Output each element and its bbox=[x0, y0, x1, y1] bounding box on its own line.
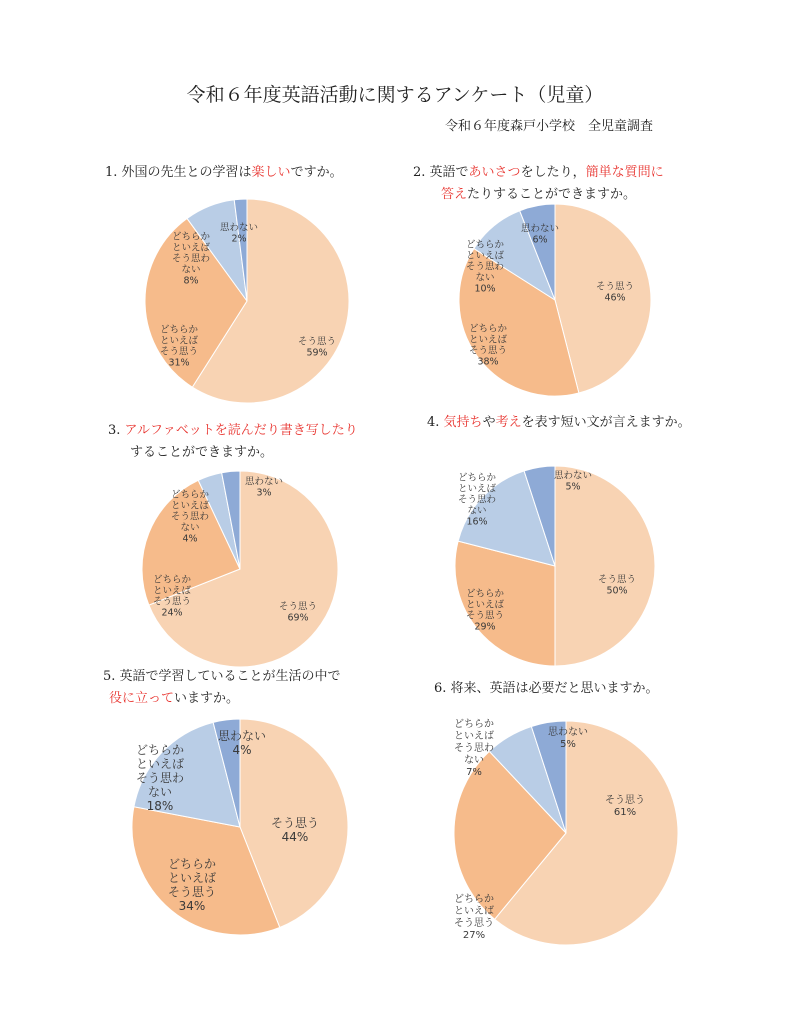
slice-percent-label: 3% bbox=[256, 487, 272, 499]
slice-label: そう思う bbox=[297, 336, 337, 348]
question-4 bbox=[427, 412, 691, 434]
slice-percent-label: 38% bbox=[477, 356, 499, 368]
slice-label: そう思わ bbox=[170, 511, 210, 523]
question-5 bbox=[103, 666, 341, 710]
slice-label: といえば bbox=[454, 906, 494, 917]
slice-label: ない bbox=[181, 264, 201, 276]
slice-percent-label: 4% bbox=[232, 743, 252, 757]
slice-percent-label: 7% bbox=[466, 767, 482, 778]
slice-label: そう思わ bbox=[465, 261, 505, 273]
slice-percent-label: 50% bbox=[606, 585, 628, 597]
question-text: 5. 英語で学習していることが生活の中で bbox=[103, 669, 341, 684]
pie-chart-5 bbox=[130, 722, 355, 937]
pie-slice-soo-omou bbox=[555, 466, 655, 666]
slice-label: そう思わ bbox=[457, 494, 497, 506]
slice-percent-label: 18% bbox=[146, 799, 174, 813]
slice-label: といえば bbox=[167, 871, 217, 885]
slice-percent-label: 5% bbox=[565, 481, 581, 493]
question-line bbox=[108, 442, 358, 464]
slice-percent-label: 4% bbox=[182, 533, 198, 545]
slice-label: 思わない bbox=[219, 222, 259, 234]
slice-label: 思わない bbox=[244, 476, 284, 488]
question-text: 2. 英語で bbox=[413, 165, 469, 180]
slice-label: そう思う bbox=[270, 816, 320, 830]
question-text: を表す短い文が言えますか。 bbox=[521, 415, 691, 430]
slice-percent-label: 5% bbox=[560, 739, 576, 750]
question-highlight-text: 楽しい bbox=[251, 165, 291, 180]
slice-label: そう思う bbox=[597, 574, 637, 586]
slice-label: といえば bbox=[465, 599, 505, 611]
slice-percent-label: 59% bbox=[306, 347, 328, 359]
question-text: 1. 外国の先生との学習は bbox=[105, 165, 252, 180]
question-highlight-text: 役に立って bbox=[109, 691, 175, 706]
slice-label: そう思う bbox=[278, 601, 318, 613]
question-text: をしたり， bbox=[520, 165, 586, 180]
slice-label: どちらか bbox=[465, 239, 505, 251]
slice-percent-label: 16% bbox=[466, 516, 488, 528]
slice-label: そう思う bbox=[454, 918, 494, 929]
slice-percent-label: 31% bbox=[168, 357, 190, 369]
question-1 bbox=[105, 162, 343, 184]
slice-percent-label: 6% bbox=[532, 234, 548, 246]
pie-chart-2 bbox=[455, 210, 655, 395]
slice-label: どちらか bbox=[468, 323, 508, 335]
slice-label: といえば bbox=[152, 585, 192, 597]
slice-percent-label: 69% bbox=[287, 612, 309, 624]
slice-label: どちらか bbox=[171, 231, 211, 243]
question-text: たりすることができますか。 bbox=[467, 187, 637, 202]
slice-percent-label: 29% bbox=[474, 621, 496, 633]
pie-chart-6 bbox=[450, 713, 680, 948]
slice-label: そう思う bbox=[595, 281, 635, 293]
question-line bbox=[103, 688, 341, 710]
question-highlight-text: 気持ち bbox=[443, 415, 483, 430]
question-text: いますか。 bbox=[174, 691, 240, 706]
slice-label: ない bbox=[475, 272, 495, 284]
slice-label: といえば bbox=[457, 483, 497, 495]
question-text: ですか。 bbox=[290, 165, 343, 180]
slice-label: そう思わ bbox=[454, 743, 494, 754]
pie-chart-1 bbox=[145, 215, 350, 390]
question-highlight-text: あいさつ bbox=[468, 165, 521, 180]
slice-percent-label: 44% bbox=[281, 830, 309, 844]
slice-label: といえば bbox=[170, 500, 210, 512]
school-survey-caption: 令和６年度森戸小学校 全児童調査 bbox=[445, 119, 654, 134]
question-line bbox=[108, 420, 358, 442]
slice-label: どちらか bbox=[465, 588, 505, 600]
slice-label: 思わない bbox=[548, 727, 588, 738]
slice-label: といえば bbox=[468, 334, 508, 346]
question-highlight-text: アルファベットを読んだり書き写したり bbox=[124, 423, 358, 438]
question-highlight-text: 答え bbox=[441, 187, 468, 202]
slice-label: ない bbox=[467, 505, 487, 517]
slice-label: どちらか bbox=[454, 719, 494, 730]
question-line bbox=[427, 412, 691, 434]
question-text: 3. bbox=[108, 423, 125, 438]
slice-label: 思わない bbox=[520, 223, 560, 235]
slice-label: どちらか bbox=[135, 743, 185, 757]
question-text: や bbox=[482, 415, 496, 430]
slice-label: 思わない bbox=[217, 729, 267, 743]
slice-label: どちらか bbox=[454, 894, 494, 905]
slice-label: そう思う bbox=[159, 346, 199, 358]
slice-label: ない bbox=[180, 522, 200, 534]
slice-percent-label: 8% bbox=[183, 275, 199, 287]
slice-label: といえば bbox=[465, 250, 505, 262]
question-text: することができますか。 bbox=[130, 445, 274, 460]
slice-percent-label: 34% bbox=[178, 899, 206, 913]
question-6 bbox=[434, 678, 659, 700]
question-3 bbox=[108, 420, 358, 464]
slice-label: そう思わ bbox=[171, 253, 211, 265]
slice-label: といえば bbox=[135, 757, 185, 771]
slice-label: そう思わ bbox=[135, 771, 185, 785]
slice-label: ない bbox=[464, 755, 484, 766]
slice-label: どちらか bbox=[167, 857, 217, 871]
question-text: 6. 将来、英語は必要だと思いますか。 bbox=[434, 681, 659, 696]
slice-label: といえば bbox=[171, 242, 211, 254]
question-line bbox=[413, 162, 664, 184]
slice-label: どちらか bbox=[457, 472, 497, 484]
slice-label: といえば bbox=[159, 335, 199, 347]
slice-label: どちらか bbox=[170, 489, 210, 501]
slice-label: そう思う bbox=[605, 795, 645, 806]
slice-label: ない bbox=[147, 785, 173, 799]
slice-percent-label: 24% bbox=[161, 607, 183, 619]
question-highlight-text: 簡単な質問に bbox=[585, 165, 664, 180]
pie-chart-3 bbox=[140, 470, 340, 670]
slice-percent-label: 46% bbox=[604, 292, 626, 304]
question-text: 4. bbox=[427, 415, 444, 430]
slice-label: どちらか bbox=[152, 574, 192, 586]
slice-label: といえば bbox=[454, 731, 494, 742]
question-2 bbox=[413, 162, 664, 206]
question-highlight-text: 考え bbox=[495, 415, 522, 430]
question-line bbox=[413, 184, 664, 206]
question-line bbox=[434, 678, 659, 700]
question-line bbox=[105, 162, 343, 184]
slice-percent-label: 27% bbox=[462, 930, 486, 941]
slice-percent-label: 10% bbox=[474, 283, 496, 295]
slice-percent-label: 61% bbox=[613, 807, 637, 818]
slice-label: 思わない bbox=[553, 470, 593, 482]
slice-label: そう思う bbox=[167, 885, 217, 899]
slice-label: どちらか bbox=[159, 324, 199, 336]
pie-chart-4 bbox=[455, 465, 660, 670]
slice-label: そう思う bbox=[465, 610, 505, 622]
page-title: 令和６年度英語活動に関するアンケート（児童） bbox=[186, 84, 604, 106]
slice-label: そう思う bbox=[468, 345, 508, 357]
slice-label: そう思う bbox=[152, 596, 192, 608]
slice-percent-label: 2% bbox=[231, 233, 247, 245]
